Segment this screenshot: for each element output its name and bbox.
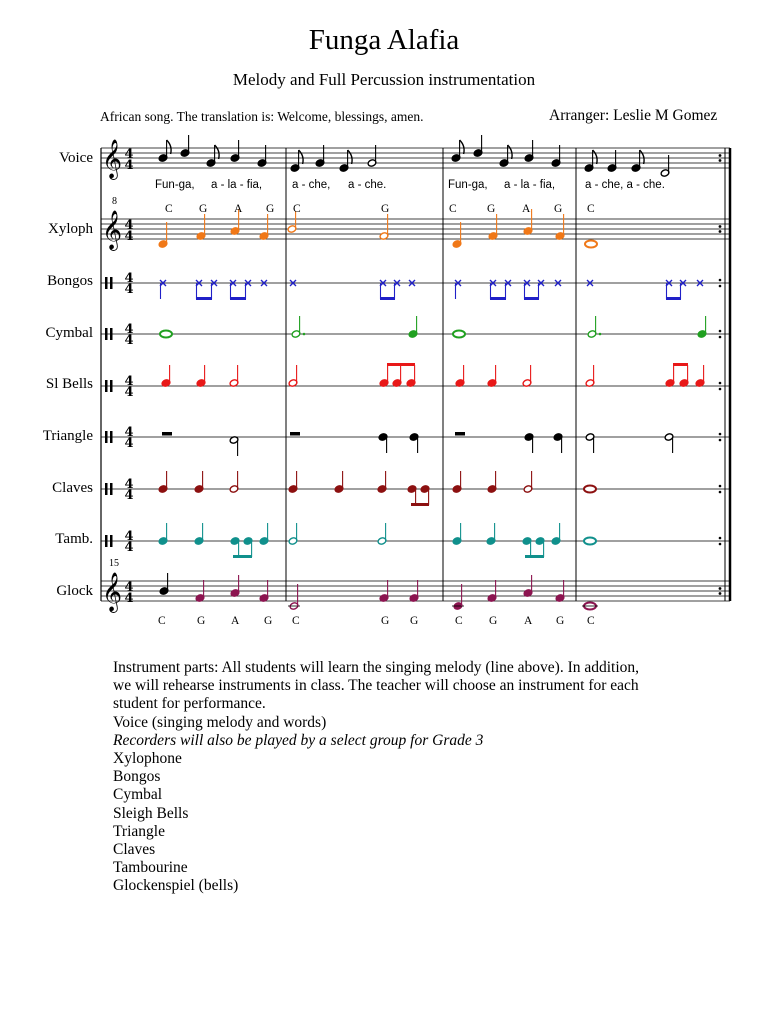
- song-translation-note: African song. The translation is: Welcome, blessings, amen.: [100, 109, 424, 124]
- whole-note: [584, 486, 596, 493]
- treble-clef-icon: 𝄞: [102, 572, 123, 612]
- repeat-dot: [719, 225, 722, 228]
- treble-clef-icon: 𝄞: [102, 139, 123, 179]
- instrument-list-item: Sleigh Bells: [113, 804, 189, 822]
- xylophone-note-name: G: [266, 203, 275, 215]
- xylophone-note-name: C: [449, 203, 457, 215]
- percussion-clef-icon: [110, 535, 113, 547]
- dot: [303, 333, 306, 336]
- time-signature: 4: [124, 271, 134, 286]
- time-signature: 4: [124, 385, 134, 400]
- note-flag: [299, 150, 304, 164]
- glockenspiel-note-name: A: [524, 615, 533, 627]
- arranger-credit: Arranger: Leslie M Gomez: [549, 107, 718, 124]
- glockenspiel-note-name: G: [381, 615, 390, 627]
- glockenspiel-note-name: G: [556, 615, 565, 627]
- percussion-clef-icon: [105, 483, 108, 495]
- repeat-dot: [719, 336, 722, 339]
- glockenspiel-note-name: C: [455, 615, 463, 627]
- xylophone-note-name: G: [199, 203, 208, 215]
- time-signature: 4: [124, 436, 134, 451]
- glockenspiel-note-name: G: [197, 615, 206, 627]
- instrument-list-item: Xylophone: [113, 750, 182, 768]
- xylophone-note-name: A: [234, 203, 243, 215]
- note-beam: [525, 555, 544, 558]
- repeat-dot: [719, 285, 722, 288]
- time-signature: 4: [124, 229, 134, 244]
- xylophone-note-name: G: [487, 203, 496, 215]
- percussion-clef-icon: [110, 380, 113, 392]
- time-signature: 4: [124, 333, 134, 348]
- lyric-syllable: Fun-ga,: [448, 179, 488, 191]
- staff-label-bongos: Bongos: [47, 273, 93, 289]
- percussion-clef-icon: [110, 431, 113, 443]
- staff-label-xylophone: Xyloph: [48, 221, 93, 237]
- repeat-dot: [719, 543, 722, 546]
- repeat-dot: [719, 230, 722, 233]
- page-subtitle: Melody and Full Percussion instrumentation: [232, 70, 536, 89]
- time-signature: 4: [124, 147, 134, 162]
- time-signature: 4: [124, 591, 134, 606]
- note-flag: [348, 150, 353, 164]
- lyric-syllable: a - che,: [292, 179, 331, 191]
- repeat-dot: [719, 279, 722, 282]
- repeat-dot: [719, 330, 722, 333]
- staff-label-cymbal: Cymbal: [45, 325, 93, 341]
- time-signature: 4: [124, 580, 134, 595]
- repeat-dot: [719, 587, 722, 590]
- lyric-syllable: a - che.: [348, 179, 387, 191]
- lyric-syllable: Fun-ga,: [155, 179, 195, 191]
- whole-note: [160, 331, 172, 338]
- note-beam: [524, 297, 539, 300]
- lyric-syllable: a - la - fia,: [504, 179, 556, 191]
- intro-line: Instrument parts: All students will learn the singing melody (line above). In addition,: [113, 659, 640, 676]
- note-beam: [230, 297, 246, 300]
- time-signature: 4: [124, 540, 134, 555]
- repeat-dot: [719, 491, 722, 494]
- note-beam: [411, 503, 429, 506]
- instrument-list-item: Triangle: [113, 822, 165, 840]
- page-title: Funga Alafia: [308, 24, 460, 56]
- note-beam: [387, 363, 415, 366]
- percussion-clef-icon: [105, 380, 108, 392]
- instrument-list-item: Glockenspiel (bells): [113, 877, 239, 895]
- repeat-dot: [719, 433, 722, 436]
- time-signature: 4: [124, 477, 134, 492]
- note-flag: [508, 145, 512, 159]
- note-beam: [380, 297, 395, 300]
- xylophone-note-name: C: [293, 203, 301, 215]
- xylophone-note-name: C: [587, 203, 595, 215]
- percussion-clef-icon: [110, 483, 113, 495]
- note-flag: [593, 150, 598, 164]
- percussion-clef-icon: [105, 277, 108, 289]
- glockenspiel-note-name: C: [292, 615, 300, 627]
- repeat-dot: [719, 159, 722, 162]
- glockenspiel-note-name: G: [410, 615, 419, 627]
- glockenspiel-note-name: C: [158, 615, 166, 627]
- time-signature: 4: [124, 529, 134, 544]
- percussion-clef-icon: [110, 277, 113, 289]
- intro-line: we will rehearse instruments in class. The teacher will choose an instrument for each: [113, 677, 639, 695]
- xylophone-note-name: G: [554, 203, 563, 215]
- repeat-dot: [719, 439, 722, 442]
- percussion-clef-icon: [110, 328, 113, 340]
- instrument-list-item: Tambourine: [113, 859, 188, 877]
- instrument-list-item: Cymbal: [113, 786, 163, 804]
- percussion-clef-icon: [105, 535, 108, 547]
- note-beam: [666, 297, 681, 300]
- whole-note: [584, 538, 596, 545]
- note-flag: [640, 150, 645, 164]
- whole-rest: [290, 432, 300, 436]
- percussion-clef-icon: [105, 431, 108, 443]
- whole-rest: [162, 432, 172, 436]
- treble-clef-icon: 𝄞: [102, 210, 123, 250]
- glockenspiel-note-name: C: [587, 615, 595, 627]
- instrument-list-item: Claves: [113, 841, 156, 859]
- glockenspiel-note-name: G: [264, 615, 273, 627]
- voice-line: Voice (singing melody and words): [113, 713, 327, 731]
- staff-label-triangle: Triangle: [42, 428, 93, 444]
- note-flag: [215, 145, 220, 159]
- measure-number: 8: [112, 196, 117, 207]
- time-signature: 4: [124, 322, 134, 337]
- repeat-dot: [719, 485, 722, 488]
- whole-note: [585, 241, 597, 248]
- dot: [599, 333, 602, 336]
- time-signature: 4: [124, 374, 134, 389]
- measure-number: 15: [109, 558, 119, 569]
- time-signature: 4: [124, 282, 134, 297]
- repeat-dot: [719, 592, 722, 595]
- percussion-clef-icon: [105, 328, 108, 340]
- xylophone-note-name: A: [522, 203, 531, 215]
- note-beam: [673, 363, 688, 366]
- repeat-dot: [719, 388, 722, 391]
- staff-label-voice: Voice: [59, 150, 93, 166]
- note-flag: [167, 140, 172, 154]
- lyric-syllable: a - che, a - che.: [585, 179, 665, 191]
- repeat-dot: [719, 537, 722, 540]
- repeat-dot: [719, 154, 722, 157]
- time-signature: 4: [124, 488, 134, 503]
- note-beam: [490, 297, 506, 300]
- repeat-dot: [719, 382, 722, 385]
- time-signature: 4: [124, 158, 134, 173]
- staff-label-sleigh-bells: Sl Bells: [45, 376, 93, 392]
- time-signature: 4: [124, 425, 134, 440]
- recorder-note: Recorders will also be played by a select group for Grade 3: [113, 731, 484, 749]
- xylophone-note-name: G: [381, 203, 390, 215]
- note-beam: [196, 297, 212, 300]
- lyric-syllable: a - la - fia,: [211, 179, 263, 191]
- instrument-list-item: Bongos: [113, 768, 161, 786]
- instrument-parts-notes: [113, 659, 713, 896]
- intro-line: student for performance.: [113, 695, 266, 713]
- staff-label-glockenspiel: Glock: [56, 583, 93, 599]
- time-signature: 4: [124, 218, 134, 233]
- note-flag: [460, 140, 465, 154]
- xylophone-note-name: C: [165, 203, 173, 215]
- staff-label-claves: Claves: [52, 480, 93, 496]
- note-beam: [233, 555, 252, 558]
- whole-note: [453, 331, 465, 338]
- whole-rest: [455, 432, 465, 436]
- staff-label-tambourine: Tamb.: [55, 531, 93, 547]
- glockenspiel-note-name: A: [231, 615, 240, 627]
- glockenspiel-note-name: G: [489, 615, 498, 627]
